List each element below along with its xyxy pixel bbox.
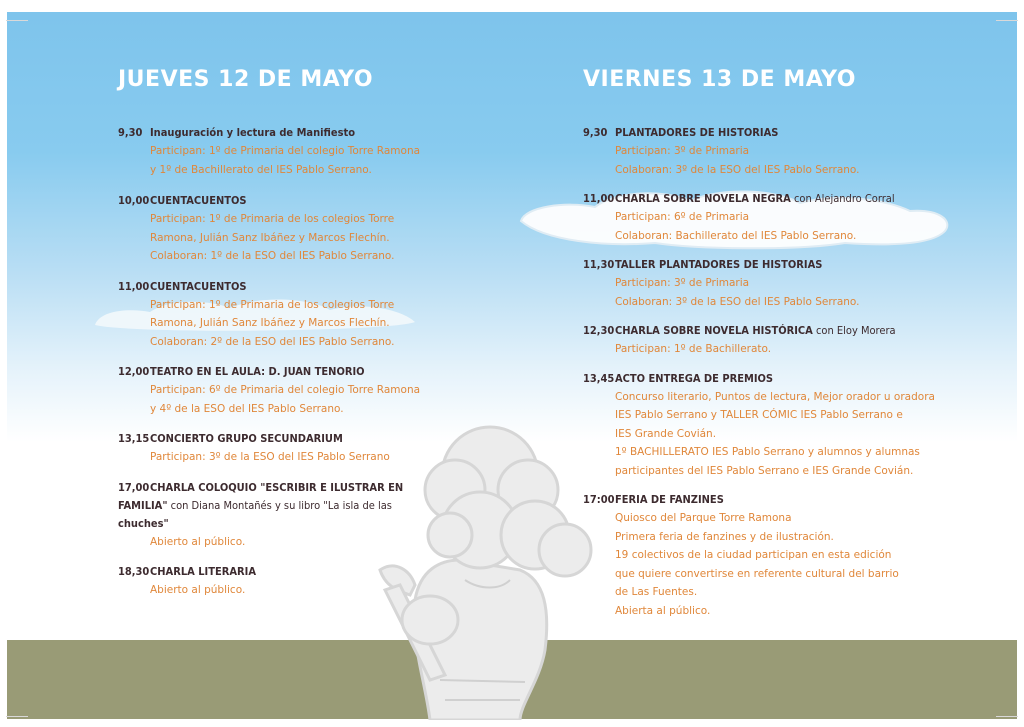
event-detail: Primera feria de fanzines y de ilustración.	[615, 530, 834, 543]
event-time: 12,00	[118, 365, 150, 378]
event-title: ACTO ENTREGA DE PREMIOS	[615, 371, 774, 385]
event-detail: Abierto al público.	[150, 535, 246, 548]
event-title: CHARLA COLOQUIO "ESCRIBIR E ILUSTRAR EN	[150, 480, 404, 494]
event-time: 13,45	[583, 371, 615, 385]
event-detail: Participan: 1º de Primaria del colegio Torre Ramona	[150, 145, 421, 157]
event-item	[118, 124, 448, 179]
event-heading	[118, 192, 448, 210]
event-time: 11,00	[118, 279, 150, 293]
event-time: 9,30	[118, 126, 143, 139]
event-title: CONCIERTO GRUPO SECUNDARIUM	[150, 432, 343, 445]
event-title: TEATRO EN EL AULA: D. JUAN TENORIO	[150, 365, 365, 378]
event-title-line: FAMILIA"	[118, 498, 168, 512]
event-detail: Colaboran: 3º de la ESO del IES Pablo Serrano.	[615, 163, 860, 176]
event-title-rest: con Diana Montañés y su libro "La isla de las	[167, 498, 392, 512]
event-title: TALLER PLANTADORES DE HISTORIAS	[615, 258, 823, 271]
crop-mark	[6, 716, 28, 717]
event-item	[118, 430, 448, 467]
event-heading	[583, 124, 943, 142]
event-item	[583, 190, 943, 245]
event-detail: Abierta al público.	[615, 604, 711, 617]
event-heading	[118, 363, 448, 381]
event-time: 17,00	[118, 480, 150, 494]
event-item	[583, 322, 943, 359]
day-title-thursday: JUEVES 12 DE MAYO	[118, 67, 374, 92]
event-detail: Participan: 3º de la ESO del IES Pablo Serrano	[150, 451, 390, 463]
event-item	[118, 363, 448, 418]
event-detail: Concurso literario, Puntos de lectura, Mejor orador u oradora	[615, 390, 935, 403]
event-detail: Participan: 6º de Primaria	[615, 211, 750, 223]
crop-mark	[996, 20, 1018, 21]
event-heading	[583, 190, 943, 208]
event-time: 13,15	[118, 432, 150, 445]
event-item	[118, 563, 448, 600]
event-heading	[583, 256, 943, 274]
event-time: 11,30	[583, 258, 615, 271]
event-detail: 19 colectivos de la ciudad participan en esta edición	[615, 549, 892, 561]
event-title-rest: con Eloy Morera	[812, 324, 896, 337]
event-item	[583, 370, 943, 481]
crop-mark	[6, 20, 28, 21]
event-time: 17:00	[583, 493, 615, 506]
event-heading-continued	[118, 497, 448, 515]
event-title: CUENTACUENTOS	[150, 194, 247, 207]
event-title: CHARLA LITERARIA	[150, 565, 256, 578]
event-title: PLANTADORES DE HISTORIAS	[615, 126, 779, 139]
event-heading	[118, 563, 448, 581]
event-detail: Colaboran: 1º de la ESO del IES Pablo Serrano.	[150, 250, 395, 262]
event-heading-continued	[118, 515, 448, 533]
event-detail: que quiere convertirse en referente cultural del barrio	[615, 567, 899, 580]
event-detail: Abierto al público.	[150, 584, 246, 596]
event-title: Inauguración y lectura de Manifiesto	[150, 126, 356, 139]
event-detail: Participan: 1º de Primaria de los colegios Torre	[150, 213, 395, 225]
event-detail: de Las Fuentes.	[615, 586, 698, 598]
event-heading	[118, 479, 448, 497]
event-item	[583, 491, 943, 620]
event-heading	[583, 322, 943, 340]
event-title: CHARLA SOBRE NOVELA NEGRA	[615, 192, 791, 205]
event-detail: 1º BACHILLERATO IES Pablo Serrano y alumnos y alumnas	[615, 446, 920, 458]
thursday-events	[118, 124, 448, 600]
event-time: 10,00	[118, 194, 150, 207]
event-time: 11,00	[583, 192, 615, 205]
crop-mark	[996, 716, 1018, 717]
event-detail: Participan: 1º de Bachillerato.	[615, 343, 772, 355]
event-title: CUENTACUENTOS	[150, 279, 247, 293]
event-item	[118, 479, 448, 552]
event-detail: Participan: 3º de Primaria	[615, 277, 750, 289]
event-heading	[583, 491, 943, 509]
event-time: 18,30	[118, 565, 150, 578]
event-detail: Ramona, Julián Sanz Ibáñez y Marcos Flechín.	[150, 231, 390, 244]
event-detail: Participan: 1º de Primaria de los colegios Torre	[150, 298, 395, 311]
event-detail: Colaboran: 3º de la ESO del IES Pablo Serrano.	[615, 295, 860, 308]
event-time: 12,30	[583, 324, 615, 337]
event-detail: Ramona, Julián Sanz Ibáñez y Marcos Flechín.	[150, 317, 390, 329]
event-detail: IES Grande Covián.	[615, 427, 717, 440]
event-detail: Participan: 3º de Primaria	[615, 145, 750, 157]
event-title-rest: con Alejandro Corral	[790, 192, 895, 205]
event-detail: Participan: 6º de Primaria del colegio Torre Ramona	[150, 384, 421, 396]
event-detail: IES Pablo Serrano y TALLER CÓMIC IES Pablo Serrano e	[615, 409, 903, 421]
event-heading	[118, 124, 448, 142]
friday-events	[583, 124, 943, 620]
day-title-friday: VIERNES 13 DE MAYO	[583, 67, 857, 92]
event-detail: y 4º de la ESO del IES Pablo Serrano.	[150, 402, 344, 415]
event-detail: participantes del IES Pablo Serrano e IES Grande Covián.	[615, 464, 914, 477]
event-item	[118, 278, 448, 352]
event-title: FERIA DE FANZINES	[615, 493, 724, 506]
event-detail: Colaboran: 2º de la ESO del IES Pablo Serrano.	[150, 335, 395, 348]
event-detail: Quiosco del Parque Torre Ramona	[615, 512, 792, 524]
event-detail: y 1º de Bachillerato del IES Pablo Serrano.	[150, 163, 372, 176]
event-title: CHARLA SOBRE NOVELA HISTÓRICA	[615, 324, 813, 337]
event-item	[118, 192, 448, 266]
event-item	[583, 256, 943, 311]
event-item	[583, 124, 943, 179]
event-time: 9,30	[583, 126, 608, 139]
event-heading	[583, 370, 943, 388]
event-heading	[118, 430, 448, 448]
event-detail: Colaboran: Bachillerato del IES Pablo Serrano.	[615, 229, 857, 242]
event-title-line: chuches"	[118, 516, 169, 530]
event-heading	[118, 278, 448, 296]
